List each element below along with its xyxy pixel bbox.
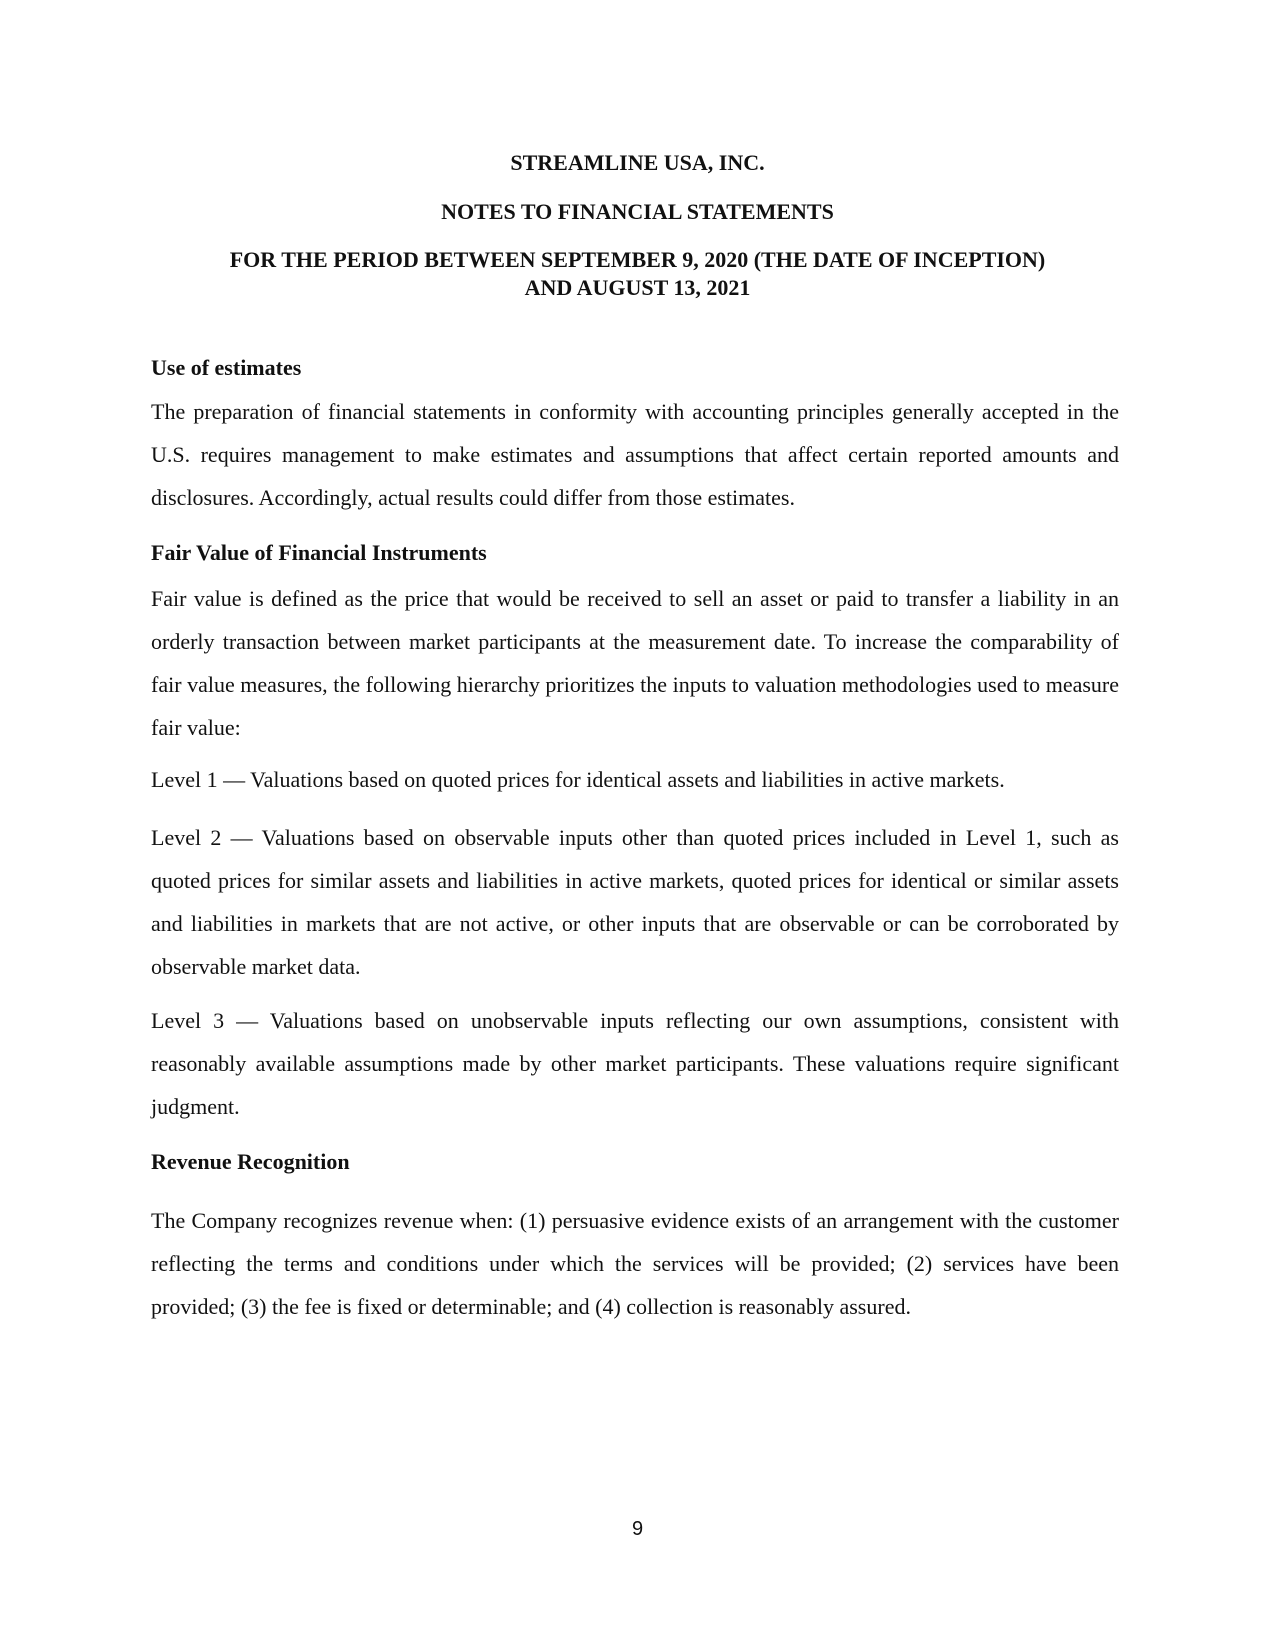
paragraph-level-1: Level 1 — Valuations based on quoted prices for identical assets and liabilities in active markets.: [151, 767, 1005, 792]
section-heading-fair-value: Fair Value of Financial Instruments: [151, 540, 487, 565]
period-line-1: FOR THE PERIOD BETWEEN SEPTEMBER 9, 2020 (THE DATE OF INCEPTION): [229, 247, 1046, 272]
paragraph-revenue: The Company recognizes revenue when: (1) persuasive evidence exists of an arrangement with the customer reflecting the terms and conditions under which the services will be provided; (2) services have been provided; (3) the fee is fixed or determinable; and (4) collection is reasonably assured.: [151, 1208, 1119, 1319]
paragraph-level-2: Level 2 — Valuations based on observable inputs other than quoted prices included in Level 1, such as quoted prices for similar assets and liabilities in active markets, quoted prices for identical or similar assets and liabilities in markets that are not active, or other inputs that are observable or can be corroborated by observable market data.: [151, 825, 1119, 979]
period-line-2: AND AUGUST 13, 2021: [524, 275, 751, 300]
section-heading-estimates: Use of estimates: [151, 355, 302, 380]
paragraph-estimates: The preparation of financial statements in conformity with accounting principles generally accepted in the U.S. requires management to make estimates and assumptions that affect certain reported amounts and disclosures. Accordingly, actual results could differ from those estimates.: [151, 399, 1119, 510]
document-title: NOTES TO FINANCIAL STATEMENTS: [441, 199, 834, 224]
page-number: 9: [631, 1518, 644, 1540]
section-heading-revenue: Revenue Recognition: [151, 1149, 350, 1174]
paragraph-fair-value: Fair value is defined as the price that would be received to sell an asset or paid to transfer a liability in an orderly transaction between market participants at the measurement date. To increase the comparability of fair value measures, the following hierarchy prioritizes the inputs to valuation methodologies used to measure fair value:: [151, 586, 1119, 740]
company-name: STREAMLINE USA, INC.: [510, 150, 765, 175]
paragraph-level-3: Level 3 — Valuations based on unobservable inputs reflecting our own assumptions, consistent with reasonably available assumptions made by other market participants. These valuations require significant judgment.: [151, 1008, 1119, 1119]
